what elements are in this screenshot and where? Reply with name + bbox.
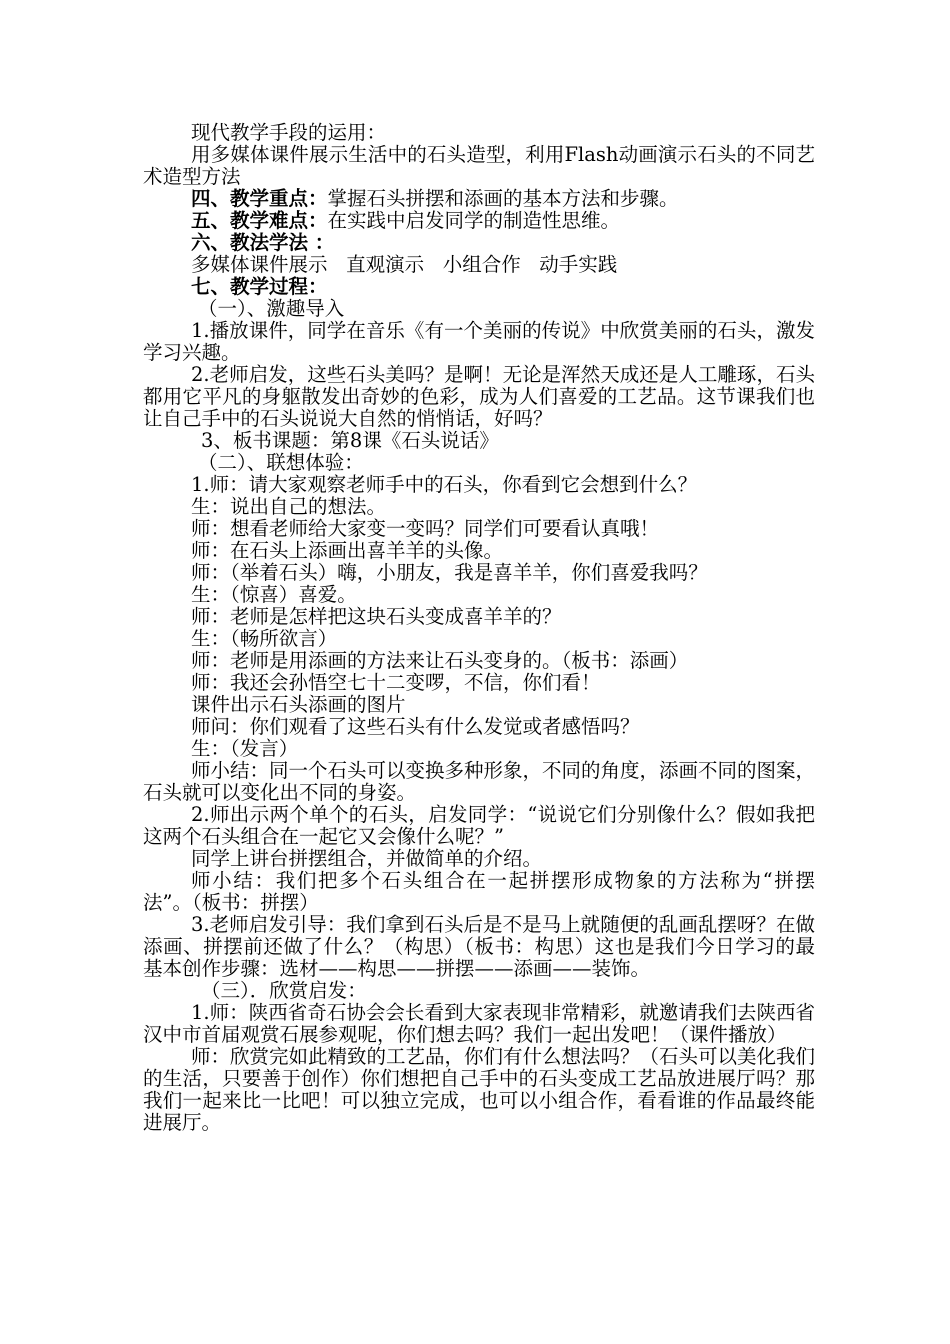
heading-label: 七、教学过程： xyxy=(191,275,328,298)
section-appreciation-heading: （三）．欣赏启发： xyxy=(201,979,367,1002)
paragraph-dialogue: 生：（惊喜）喜爱。 xyxy=(191,583,357,606)
paragraph-multimedia: 用多媒体课件展示生活中的石头造型，利用Flash动画演示石头的不同艺术造型方法 xyxy=(143,143,815,188)
paragraph-dialogue: 师：在石头上添画出喜羊羊的头像。 xyxy=(191,539,504,562)
paragraph-item: 同学上讲台拼摆组合，并做简单的介绍。 xyxy=(191,847,543,870)
section-intro-heading: （一）、激趣导入 xyxy=(198,297,345,320)
paragraph-item: 2.师出示两个单个的石头，启发同学：“说说它们分别像什么？假如我把这两个石头组合在一起它又会像什么呢？” xyxy=(143,803,815,848)
heading-text: 掌握石头拼摆和添画的基本方法和步骤。 xyxy=(327,187,679,210)
paragraph-item: 师：欣赏完如此精致的工艺品，你们有什么想法吗？（石头可以美化我们的生活，只要善于创作）你们想把自己手中的石头变成工艺品放进展厅吗？那我们一起来比一比吧！可以独立完成，也可以小组合作，看看谁的作品最终能进展厅。 xyxy=(143,1045,816,1134)
paragraph-methods-list: 多媒体课件展示 直观演示 小组合作 动手实践 xyxy=(191,253,618,276)
paragraph-dialogue: 生：（畅所欲言） xyxy=(191,627,338,650)
heading-label: 四、教学重点： xyxy=(191,187,328,210)
heading-teaching-process xyxy=(143,276,815,298)
paragraph-dialogue: 生：说出自己的想法。 xyxy=(191,495,387,518)
paragraph-item: 3.老师启发引导：我们拿到石头后是不是马上就随便的乱画乱摆呀？在做添画、拼摆前还做了什么？（构思）（板书：构思）这也是我们今日学习的最基本创作步骤：选材——构思——拼摆——添画——装饰。 xyxy=(143,913,815,980)
paragraph-dialogue: 师：我还会孙悟空七十二变啰，不信，你们看！ xyxy=(191,671,601,694)
paragraph-dialogue: 师：老师是怎样把这块石头变成喜羊羊的？ xyxy=(191,605,562,628)
paragraph-modern-means: 现代教学手段的运用： xyxy=(191,121,387,144)
paragraph-item: 1.师：陕西省奇石协会会长看到大家表现非常精彩，就邀请我们去陕西省汉中市首届观赏石展参观呢，你们想去吗？我们一起出发吧！（课件播放） xyxy=(143,1001,815,1046)
heading-label: 六、教法学法 ： xyxy=(191,231,335,254)
heading-text: 在实践中启发同学的制造性思维。 xyxy=(327,209,621,232)
paragraph-item: 2.老师启发，这些石头美吗？是啊！无论是浑然天成还是人工雕琢，石头都用它平凡的身躯散发出奇妙的色彩，成为人们喜爱的工艺品。这节课我们也让自己手中的石头说说大自然的悄悄话，好吗？ xyxy=(143,363,815,430)
paragraph-item: 3、板书课题：第8课《石头说话》 xyxy=(201,429,499,452)
paragraph-item: 1.播放课件，同学在音乐《有一个美丽的传说》中欣赏美丽的石头，激发学习兴趣。 xyxy=(143,319,815,364)
heading-teaching-focus xyxy=(143,188,815,210)
paragraph-dialogue: 1.师：请大家观察老师手中的石头，你看到它会想到什么？ xyxy=(191,473,698,496)
paragraph-dialogue: 师：想看老师给大家变一变吗？同学们可要看认真哦！ xyxy=(191,517,660,540)
heading-teaching-methods xyxy=(143,232,815,254)
heading-label: 五、教学难点： xyxy=(191,209,328,232)
section-association-heading: （二）、联想体验： xyxy=(198,451,364,474)
document-page xyxy=(143,122,815,1134)
paragraph-summary: 师小结：同一个石头可以变换多种形象，不同的角度，添画不同的图案，石头就可以变化出不同的身姿。 xyxy=(143,759,816,804)
paragraph-dialogue: 生：（发言） xyxy=(191,737,299,760)
paragraph-dialogue: 师：老师是用添画的方法来让石头变身的。（板书：添画） xyxy=(191,649,689,672)
paragraph-summary: 师小结：我们把多个石头组合在一起拼摆形成物象的方法称为“拼摆法”。（板书：拼摆） xyxy=(143,869,815,914)
paragraph-dialogue: 师问：你们观看了这些石头有什么发觉或者感悟吗？ xyxy=(191,715,640,738)
paragraph-dialogue: 师：（举着石头）嗨，小朋友，我是喜羊羊，你们喜爱我吗？ xyxy=(191,561,708,584)
paragraph-dialogue: 课件出示石头添画的图片 xyxy=(191,693,406,716)
heading-teaching-difficulty xyxy=(143,210,815,232)
